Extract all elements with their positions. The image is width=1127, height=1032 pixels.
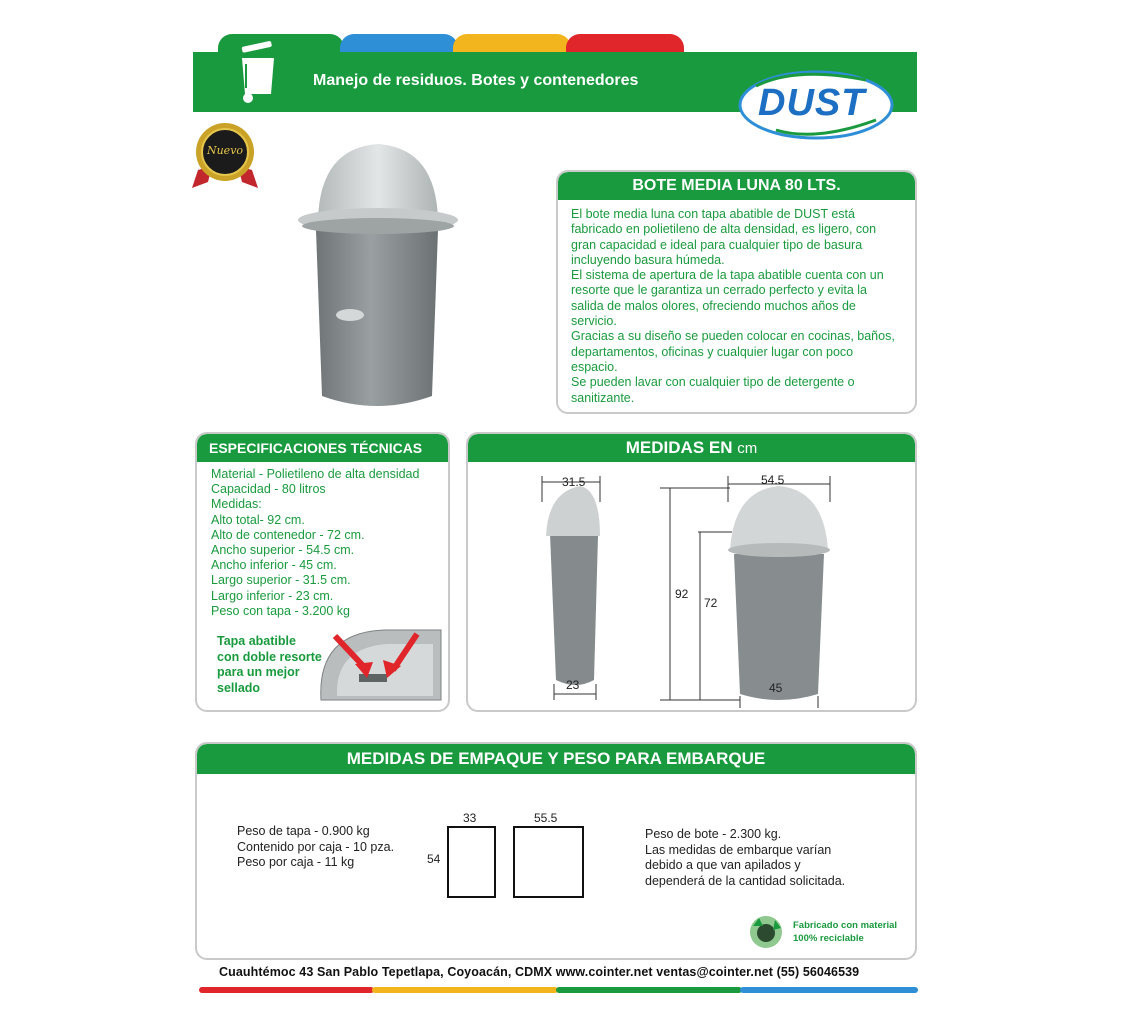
box1-width: 33	[463, 811, 477, 825]
lid-note-line: Tapa abatible	[217, 634, 296, 648]
packing-title	[197, 744, 915, 774]
description-line: resorte que le garantiza un cerrado perfecto y evita la	[571, 283, 868, 298]
packing-note-line: Las medidas de embarque varían	[645, 842, 832, 857]
measures-diagram	[468, 462, 915, 708]
description-line: salida de malos olores, ofreciendo muchos años de	[571, 298, 856, 313]
packing-weight-line: Peso por caja - 11 kg	[237, 855, 355, 869]
lid-note	[217, 634, 322, 696]
box2-width: 55.5	[534, 811, 558, 825]
product-photo-trash-can	[292, 140, 462, 412]
footer-line-red	[199, 987, 374, 993]
specifications-panel	[195, 432, 450, 712]
recycle-note-line: 100% reciclable	[793, 932, 864, 944]
description-line: fabricado en polietileno de alta densidad, es ligero, con	[571, 222, 877, 237]
spec-line: Material - Polietileno de alta densidad	[211, 467, 420, 481]
lid-note-line: sellado	[217, 680, 261, 695]
spec-line: Peso con tapa - 3.200 kg	[211, 603, 350, 618]
packing-note-line: debido a que van apilados y	[645, 858, 801, 872]
side-top-width: 31.5	[562, 475, 586, 489]
measures-title-unit: cm	[737, 439, 758, 457]
spec-line: Alto de contenedor - 72 cm.	[211, 527, 365, 542]
description-line: sanitizante.	[571, 390, 635, 405]
spec-line: Largo superior - 31.5 cm.	[211, 573, 351, 588]
description-line: gran capacidad e ideal para cualquier tipo de basura	[571, 237, 863, 252]
packing-panel	[195, 742, 917, 960]
description-line: incluyendo basura húmeda.	[571, 252, 725, 267]
description-line: El sistema de apertura de la tapa abatible cuenta con un	[571, 268, 884, 283]
spec-line: Largo inferior - 23 cm.	[211, 588, 334, 603]
description-line: departamentos, oficinas y cualquier lugar con poco	[571, 344, 854, 359]
product-description	[571, 207, 895, 406]
nuevo-badge	[190, 122, 260, 194]
dust-logo-text: DUST	[758, 82, 866, 124]
container-height: 72	[704, 596, 718, 610]
recycle-note-line: Fabricado con material	[793, 920, 898, 931]
lid-spring-photo	[315, 626, 445, 706]
recycle-icon	[745, 912, 787, 952]
header-title: Manejo de residuos. Botes y contenedores	[313, 72, 639, 89]
award-seal-icon	[190, 122, 260, 194]
packing-weight-line: Contenido por caja - 10 pza.	[237, 839, 395, 854]
measures-title	[468, 434, 915, 462]
spec-line: Ancho inferior - 45 cm.	[211, 558, 337, 573]
spec-line: Alto total- 92 cm.	[211, 512, 305, 527]
total-height: 92	[675, 587, 689, 601]
trash-bin-icon	[236, 40, 282, 106]
lid-note-line: para un mejor	[217, 665, 300, 679]
nuevo-badge-text: Nuevo	[206, 144, 244, 157]
product-title	[558, 172, 915, 200]
specifications-title	[197, 434, 448, 462]
side-bottom-width: 23	[566, 678, 580, 692]
box-outline-1	[447, 826, 496, 898]
packing-weights	[237, 824, 394, 871]
spec-line: Ancho superior - 54.5 cm.	[211, 543, 355, 558]
description-line: Gracias a su diseño se pueden colocar en cocinas, baños,	[571, 329, 895, 344]
packing-note-line: dependerá de la cantidad solicitada.	[645, 873, 846, 888]
measures-title-main: MEDIDAS EN	[625, 438, 733, 457]
packing-notes	[645, 827, 845, 889]
box-outline-2	[513, 826, 584, 898]
recycle-note	[793, 920, 897, 945]
product-title-text: BOTE MEDIA LUNA 80 LTS.	[632, 177, 841, 194]
description-line: El bote media luna con tapa abatible de DUST está	[571, 207, 855, 221]
footer-line-green	[556, 987, 742, 993]
spec-line: Capacidad - 80 litros	[211, 482, 326, 497]
footer-line-blue	[740, 987, 918, 993]
front-top-width: 54.5	[761, 473, 785, 487]
specifications-list	[211, 467, 419, 619]
measures-panel	[466, 432, 917, 712]
product-description-panel	[556, 170, 917, 414]
footer-line-yellow	[372, 987, 558, 993]
packing-title-text: MEDIDAS DE EMPAQUE Y PESO PARA EMBARQUE	[346, 749, 766, 768]
specifications-title-text: ESPECIFICACIONES TÉCNICAS	[209, 440, 423, 456]
front-bottom-width: 45	[769, 681, 783, 695]
lid-note-line: con doble resorte	[217, 649, 322, 664]
spec-line: Medidas:	[211, 497, 262, 512]
box-height: 54	[427, 852, 441, 866]
description-line: Se pueden lavar con cualquier tipo de detergente o	[571, 375, 855, 390]
footer-contact: Cuauhtémoc 43 San Pablo Tepetlapa, Coyoacán, CDMX www.cointer.net ventas@cointer.net (55) 56046539	[219, 965, 860, 979]
packing-note-line: Peso de bote - 2.300 kg.	[645, 827, 782, 841]
description-line: espacio.	[571, 359, 618, 374]
description-line: servicio.	[571, 314, 617, 329]
dust-logo	[736, 68, 896, 142]
packing-weight-line: Peso de tapa - 0.900 kg	[237, 824, 370, 838]
